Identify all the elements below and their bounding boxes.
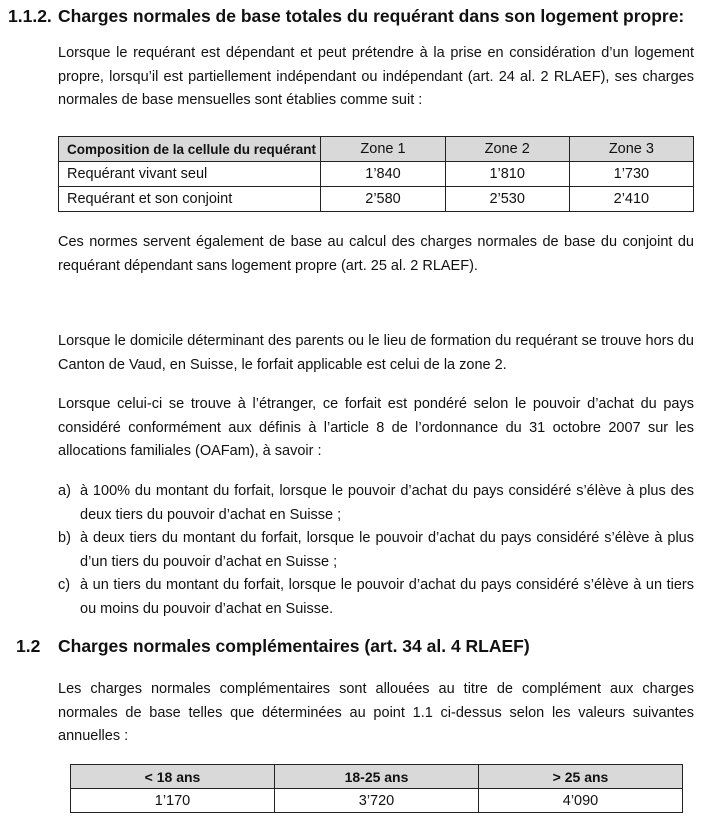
table-header-cell: Composition de la cellule du requérant [59, 137, 321, 162]
section-heading-1-2 [16, 636, 530, 657]
table-row [71, 789, 683, 813]
table-header-row [71, 765, 683, 789]
table-cell: 2’580 [321, 187, 445, 212]
list-marker: b) [58, 530, 71, 546]
table-cell: 4’090 [479, 789, 683, 813]
table-cell: 3’720 [275, 789, 479, 813]
table-header-cell: < 18 ans [71, 765, 275, 789]
list-item-text: à deux tiers du montant du forfait, lorsque le pouvoir d’achat du pays considéré s’élève à plus d’un tiers du pouvoir d’achat en Suisse ; [80, 530, 694, 570]
table-header-cell: 18-25 ans [275, 765, 479, 789]
table-cell: 1’170 [71, 789, 275, 813]
complement-paragraph: Les charges normales complémentaires sont allouées au titre de complément aux charges normales de base telles que déterminées au point 1.1 ci-dessus selon les valeurs suivantes annuelles : [58, 681, 694, 744]
purchasing-power-list [58, 480, 694, 621]
domicile-paragraph: Lorsque le domicile déterminant des parents ou le lieu de formation du requérant se trouve hors du Canton de Vaud, en Suisse, le forfait applicable est celui de la zone 2. [58, 333, 694, 373]
section-title: Charges normales complémentaires (art. 34 al. 4 RLAEF) [58, 636, 530, 656]
table-cell: 1’730 [569, 162, 693, 187]
list-marker: a) [58, 483, 71, 499]
abroad-paragraph: Lorsque celui-ci se trouve à l’étranger, ce forfait est pondéré selon le pouvoir d’achat du pays considéré conformément aux définis à l’article 8 de l’ordonnance du 31 octobre 2007 sur les allocations familiales (OAFam), à savoir : [58, 396, 694, 459]
zones-table [58, 136, 694, 212]
list-item [58, 574, 694, 621]
table-row [59, 187, 694, 212]
norms-paragraph: Ces normes servent également de base au calcul des charges normales de base du conjoint du requérant dépendant sans logement propre (art. 25 al. 2 RLAEF). [58, 234, 694, 274]
section-heading-1-1-2 [8, 6, 684, 27]
list-item-text: à 100% du montant du forfait, lorsque le pouvoir d’achat du pays considéré s’élève à plus des deux tiers du pouvoir d’achat en Suisse ; [80, 483, 694, 523]
section-number: 1.2 [16, 636, 41, 656]
section-title: Charges normales de base totales du requérant dans son logement propre: [58, 6, 685, 26]
table-header-cell: Zone 2 [445, 137, 569, 162]
list-item [58, 480, 694, 527]
ages-table [70, 764, 683, 813]
table-header-cell: Zone 3 [569, 137, 693, 162]
table-header-row [59, 137, 694, 162]
table-cell: 2’410 [569, 187, 693, 212]
list-marker: c) [58, 577, 71, 593]
table-row [59, 162, 694, 187]
table-cell: Requérant et son conjoint [59, 187, 321, 212]
section-number: 1.1.2. [8, 6, 52, 26]
table-cell: Requérant vivant seul [59, 162, 321, 187]
list-item-text: à un tiers du montant du forfait, lorsque le pouvoir d’achat du pays considéré s’élève à un tiers ou moins du pouvoir d’achat en Suisse. [80, 577, 694, 617]
table-cell: 2’530 [445, 187, 569, 212]
table-cell: 1’840 [321, 162, 445, 187]
intro-paragraph: Lorsque le requérant est dépendant et peut prétendre à la prise en considération d’un logement propre, lorsqu’il est partiellement indépendant ou indépendant (art. 24 al. 2 RLAEF), ses charges normales de base mensuelles sont établies comme suit : [58, 45, 694, 108]
table-cell: 1’810 [445, 162, 569, 187]
list-item [58, 527, 694, 574]
table-header-cell: > 25 ans [479, 765, 683, 789]
table-header-cell: Zone 1 [321, 137, 445, 162]
